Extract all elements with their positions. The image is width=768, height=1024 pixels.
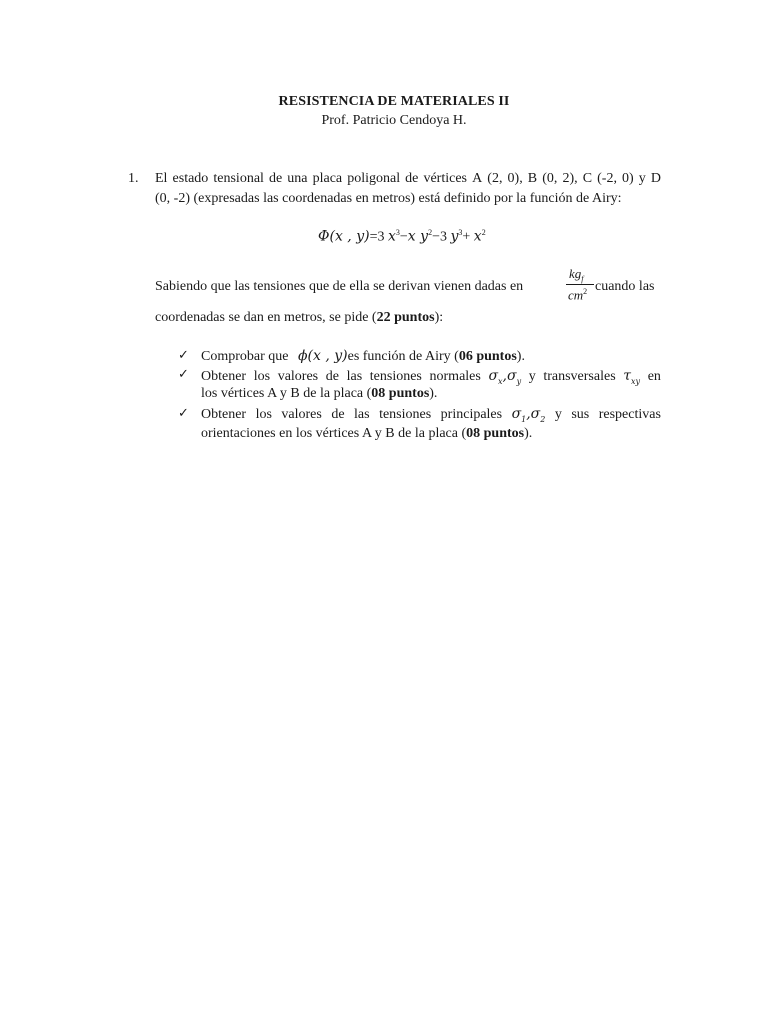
question-line-1-word: y	[638, 171, 646, 186]
question-number: 1.	[128, 171, 139, 186]
item-3-word: valores	[281, 407, 322, 422]
checkmark-icon: ✓	[178, 405, 189, 420]
formula-x: x	[387, 228, 396, 245]
item-3-word: sus	[571, 407, 590, 422]
question-line-1-word: (0,	[542, 171, 558, 186]
formula-args: (x , y)	[329, 228, 370, 245]
item-3-word: los	[255, 407, 272, 422]
units-numerator: $kg_f$	[569, 266, 584, 284]
item-3-word: respectivas	[598, 407, 661, 422]
question-line-1-word: (-2,	[597, 171, 617, 186]
item-2-word: las	[346, 369, 363, 384]
question-line-1-word: vértices	[423, 171, 467, 186]
units-fraction	[566, 266, 596, 306]
item-2-word: en	[647, 369, 661, 384]
item-2-word: normales	[429, 369, 481, 384]
question-line-1-word: 0)	[622, 171, 634, 186]
question-line-3-right: cuando las	[595, 279, 655, 294]
units-denominator: $cm^2$	[568, 287, 588, 303]
item-2-word: Obtener	[201, 369, 247, 384]
page-title: RESISTENCIA DE MATERIALES II	[278, 94, 510, 109]
question-line-3-left: Sabiendo que las tensiones que de ella se derivan vienen dadas en	[155, 279, 524, 294]
question-line-1-word: A	[472, 171, 483, 186]
question-line-1-word: una	[287, 171, 308, 186]
formula-plus: +	[462, 229, 471, 245]
question-line-1-word: placa	[312, 171, 343, 186]
question-line-1-word: de	[405, 171, 419, 186]
formula-y: y	[450, 228, 459, 245]
question-line-1-word: (2,	[487, 171, 503, 186]
sigma-normal-stresses: $\sigma_x,\sigma_y$	[488, 368, 522, 386]
item-3-word: Obtener	[201, 407, 247, 422]
item-2-line-1	[201, 368, 661, 386]
question-line-1-word: estado	[172, 171, 209, 186]
item-2-points: 08 puntos	[371, 386, 430, 401]
item-1-text: Comprobar que ϕ(x , y)es función de Airy (06 puntos).	[201, 348, 525, 364]
question-line-1-word: B	[527, 171, 538, 186]
question-line-1-word: C	[582, 171, 593, 186]
formula-minus-2: −3	[432, 229, 447, 245]
item-3-line-2: orientaciones en los vértices A y B de la placa (08 puntos).	[201, 426, 533, 441]
question-line-1-word: de	[269, 171, 283, 186]
question-line-1	[155, 171, 661, 187]
formula-x2-exp: 2	[481, 228, 486, 237]
item-2-word: de	[325, 369, 339, 384]
question-line-4: coordenadas se dan en metros, se pide (22 puntos):	[155, 310, 444, 325]
formula-x2: x	[473, 228, 482, 245]
question-line-1-word: poligonal	[347, 171, 401, 186]
item-2-word: y	[528, 369, 536, 384]
item-2-word: los	[253, 369, 271, 384]
item-2-word: tensiones	[369, 369, 422, 384]
fraction-bar	[566, 284, 594, 285]
checkmark-icon: ✓	[178, 347, 189, 362]
item-3-word: las	[354, 407, 370, 422]
formula-xy: x y	[407, 228, 429, 245]
question-line-1-word: D	[650, 171, 661, 186]
item-2-word: transversales	[543, 369, 616, 384]
tau-shear-stress: $\tau_{xy}$	[623, 368, 641, 386]
phi-expression: ϕ(x , y)	[297, 348, 348, 364]
question-line-1-word: 0),	[507, 171, 523, 186]
checkmark-icon: ✓	[178, 366, 189, 381]
item-3-word: principales	[440, 407, 503, 422]
item-3-word: y	[554, 407, 562, 422]
question-line-1-word: 2),	[562, 171, 578, 186]
item-3-word: tensiones	[379, 407, 432, 422]
question-line-2: (0, -2) (expresadas las coordenadas en metros) está definido por la función de Airy:	[155, 191, 622, 206]
item-3-line-1	[201, 406, 661, 424]
question-line-1-word: El	[155, 171, 168, 186]
item-3-points: 08 puntos	[466, 426, 525, 441]
item-1-points: 06 puntos	[458, 349, 517, 364]
item-3-word: de	[331, 407, 345, 422]
airy-function-formula	[318, 228, 486, 246]
item-2-line-2: los vértices A y B de la placa (08 puntos).	[201, 386, 438, 401]
formula-x-exp: 3	[395, 228, 400, 237]
points-total: 22 puntos	[376, 310, 435, 325]
page-subtitle: Prof. Patricio Cendoya H.	[321, 113, 467, 128]
formula-minus-1: −	[399, 229, 408, 245]
sigma-principal-stresses: $\sigma_1,\sigma_2$	[511, 406, 546, 424]
formula-eq: =3	[369, 229, 385, 245]
formula-y-exp: 2	[428, 228, 433, 237]
formula-y-exp3: 3	[458, 228, 463, 237]
question-line-1-word: tensional	[213, 171, 264, 186]
formula-phi: Φ	[318, 228, 330, 245]
item-2-word: valores	[277, 369, 319, 384]
